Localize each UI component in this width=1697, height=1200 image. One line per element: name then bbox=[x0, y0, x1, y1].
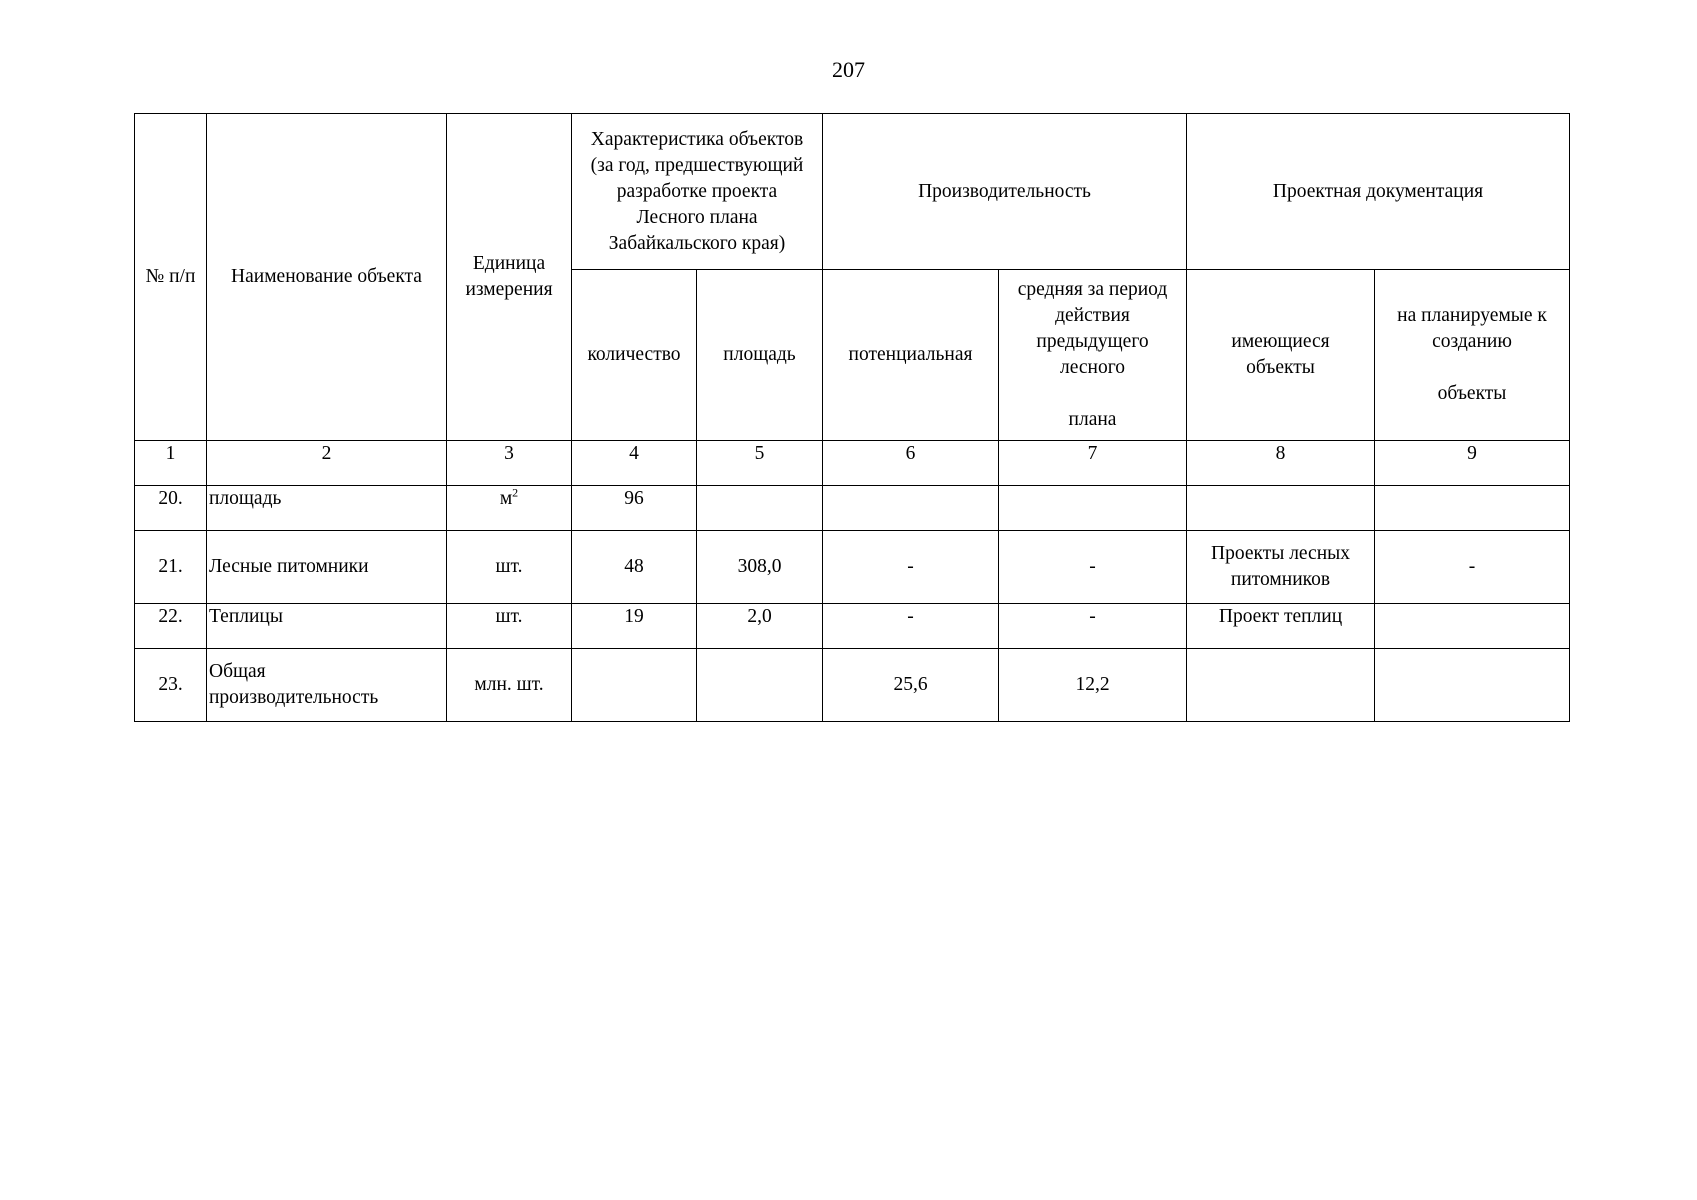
column-number: 1 bbox=[135, 441, 207, 486]
unit-text: шт. bbox=[495, 556, 523, 577]
column-number: 4 bbox=[572, 441, 697, 486]
row-existing-cell bbox=[1187, 486, 1375, 531]
row-name-cell: площадь bbox=[207, 486, 447, 531]
row-area-cell bbox=[697, 486, 823, 531]
unit-text: м bbox=[499, 488, 513, 509]
row-existing-cell bbox=[1187, 649, 1375, 722]
row-name-cell: Теплицы bbox=[207, 604, 447, 649]
row-average-cell: - bbox=[999, 604, 1187, 649]
header-group-characteristics: Характеристика объектов (за год, предшествующий разработке проекта Лесного плана Забайкальского края) bbox=[572, 114, 823, 270]
row-existing-cell: Проекты лесных питомников bbox=[1187, 531, 1375, 604]
row-area-cell bbox=[697, 649, 823, 722]
row-quantity-cell: 19 bbox=[572, 604, 697, 649]
header-group-documentation: Проектная документация bbox=[1187, 114, 1570, 270]
row-potential-cell: - bbox=[823, 531, 999, 604]
row-name-cell: Общая производительность bbox=[207, 649, 447, 722]
header-sub-existing: имеющиеся объекты bbox=[1187, 270, 1375, 441]
header-sub-potential: потенциальная bbox=[823, 270, 999, 441]
row-quantity-cell: 48 bbox=[572, 531, 697, 604]
row-area-cell: 308,0 bbox=[697, 531, 823, 604]
row-num-cell: 23. bbox=[135, 649, 207, 722]
column-number: 8 bbox=[1187, 441, 1375, 486]
unit-text: шт. bbox=[495, 606, 523, 627]
header-sub-area: площадь bbox=[697, 270, 823, 441]
row-average-cell: 12,2 bbox=[999, 649, 1187, 722]
row-potential-cell bbox=[823, 486, 999, 531]
forest-objects-table bbox=[134, 113, 1570, 722]
row-name-cell: Лесные питомники bbox=[207, 531, 447, 604]
column-number: 2 bbox=[207, 441, 447, 486]
table-row bbox=[135, 649, 1570, 722]
column-number: 9 bbox=[1375, 441, 1570, 486]
table-row bbox=[135, 604, 1570, 649]
row-potential-cell: 25,6 bbox=[823, 649, 999, 722]
row-quantity-cell: 96 bbox=[572, 486, 697, 531]
row-unit-cell bbox=[447, 604, 572, 649]
row-area-cell: 2,0 bbox=[697, 604, 823, 649]
row-potential-cell: - bbox=[823, 604, 999, 649]
header-col-name: Наименование объекта bbox=[207, 114, 447, 441]
row-planned-cell: - bbox=[1375, 531, 1570, 604]
row-average-cell bbox=[999, 486, 1187, 531]
table-row bbox=[135, 531, 1570, 604]
column-number: 7 bbox=[999, 441, 1187, 486]
row-average-cell: - bbox=[999, 531, 1187, 604]
header-sub-planned: на планируемые к созданию объекты bbox=[1375, 270, 1570, 441]
row-planned-cell bbox=[1375, 486, 1570, 531]
header-group-productivity: Производительность bbox=[823, 114, 1187, 270]
header-row-1 bbox=[135, 114, 1570, 270]
row-unit-cell bbox=[447, 486, 572, 531]
table-row bbox=[135, 486, 1570, 531]
column-number: 5 bbox=[697, 441, 823, 486]
page-number: 207 bbox=[832, 57, 865, 82]
column-number: 6 bbox=[823, 441, 999, 486]
unit-text: млн. шт. bbox=[474, 674, 544, 695]
row-num-cell: 20. bbox=[135, 486, 207, 531]
header-sub-quantity: количество bbox=[572, 270, 697, 441]
unit-superscript: 2 bbox=[512, 485, 519, 500]
row-quantity-cell bbox=[572, 649, 697, 722]
row-planned-cell bbox=[1375, 649, 1570, 722]
header-sub-average: средняя за период действия предыдущего лесного плана bbox=[999, 270, 1187, 441]
row-num-cell: 22. bbox=[135, 604, 207, 649]
header-col-unit: Единица измерения bbox=[447, 114, 572, 441]
row-planned-cell bbox=[1375, 604, 1570, 649]
row-unit-cell bbox=[447, 531, 572, 604]
column-number: 3 bbox=[447, 441, 572, 486]
row-num-cell: 21. bbox=[135, 531, 207, 604]
column-number-row bbox=[135, 441, 1570, 486]
row-unit-cell bbox=[447, 649, 572, 722]
row-existing-cell: Проект теплиц bbox=[1187, 604, 1375, 649]
header-col-num: № п/п bbox=[135, 114, 207, 441]
